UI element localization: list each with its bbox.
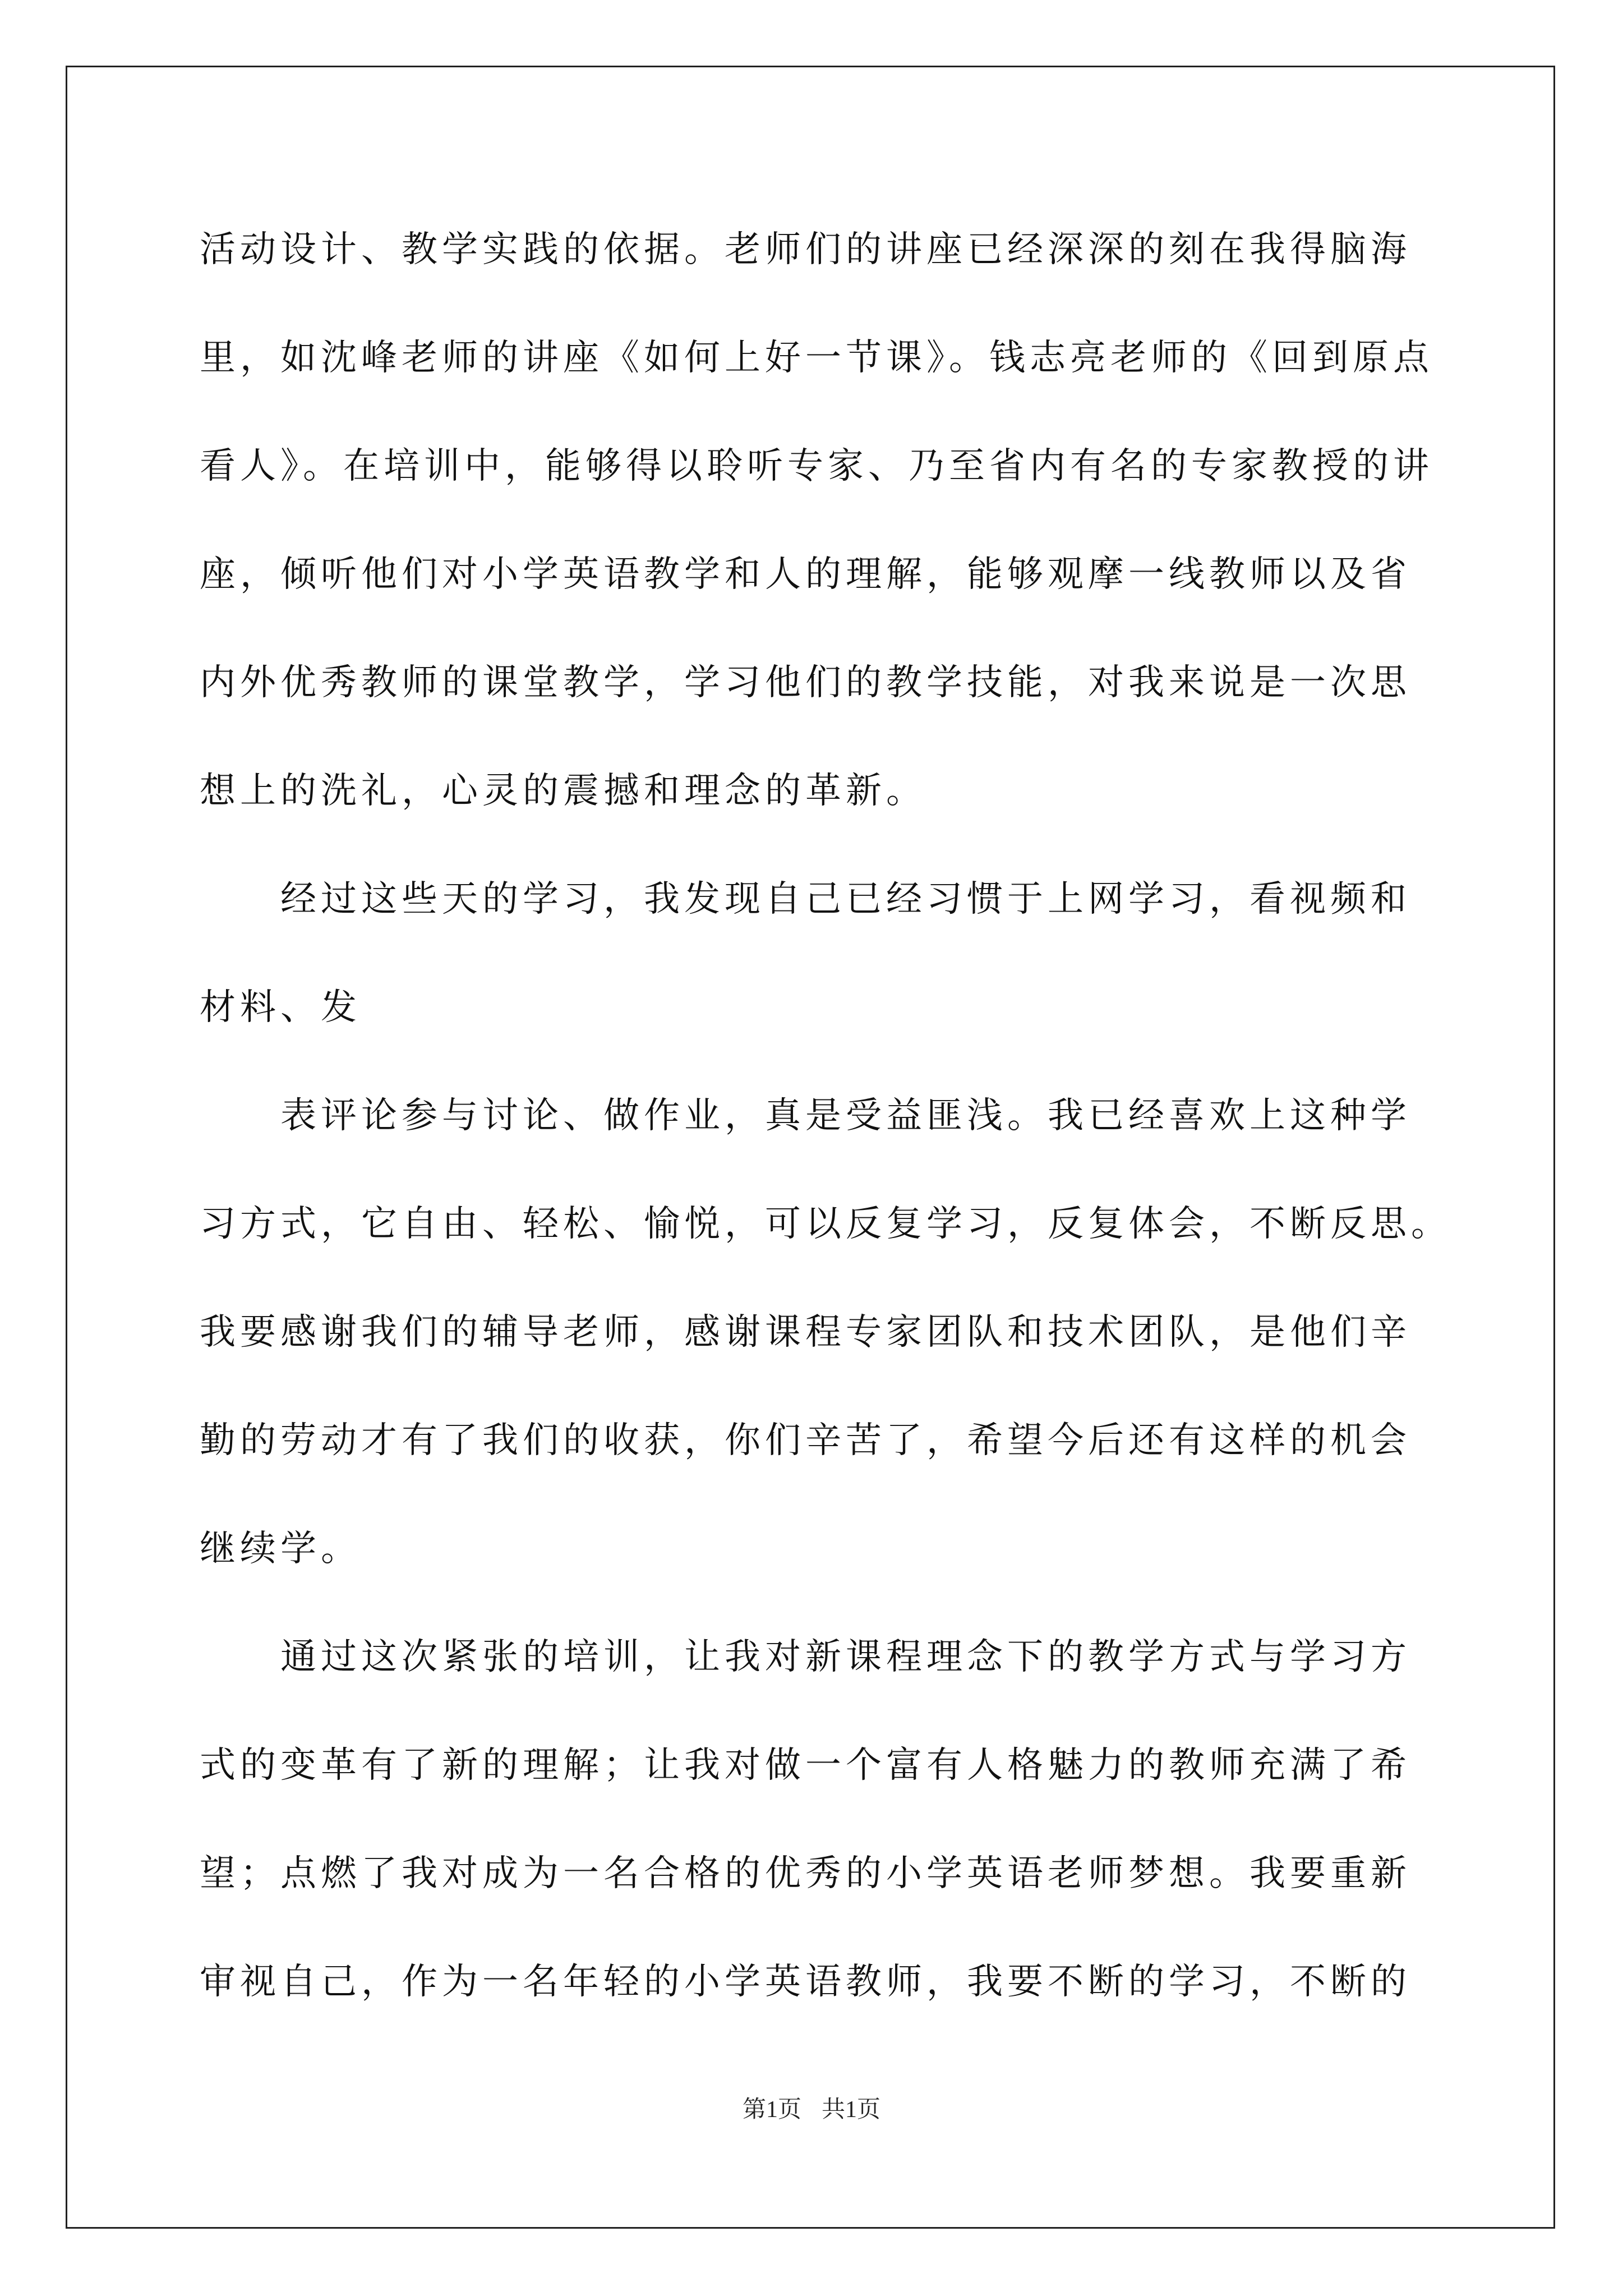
text-line: 审视自己，作为一名年轻的小学英语教师，我要不断的学习，不断的 <box>200 1961 1411 2003</box>
text-line: 继续学。 <box>200 1528 361 1570</box>
text-line: 想上的洗礼，心灵的震撼和理念的革新。 <box>200 770 926 812</box>
paragraph-first-line: 通过这次紧张的培训，让我对新课程理念下的教学方式与学习方 <box>280 1636 1411 1678</box>
text-line: 活动设计、教学实践的依据。老师们的讲座已经深深的刻在我得脑海 <box>200 229 1411 270</box>
text-line: 看人》。在培训中，能够得以聆听专家、乃至省内有名的专家教授的讲 <box>200 445 1433 487</box>
text-line: 内外优秀教师的课堂教学，学习他们的教学技能，对我来说是一次思 <box>200 662 1411 703</box>
text-line: 式的变革有了新的理解；让我对做一个富有人格魅力的教师充满了希 <box>200 1745 1411 1786</box>
text-line: 望；点燃了我对成为一名合格的优秀的小学英语老师梦想。我要重新 <box>200 1853 1411 1894</box>
text-line: 里，如沈峰老师的讲座《如何上好一节课》。钱志亮老师的《回到原点 <box>200 337 1433 379</box>
text-line: 座，倾听他们对小学英语教学和人的理解，能够观摩一线教师以及省 <box>200 554 1411 595</box>
paragraph-first-line: 表评论参与讨论、做作业，真是受益匪浅。我已经喜欢上这种学 <box>280 1095 1411 1137</box>
page-total: 共1页 <box>822 2097 881 2123</box>
text-line: 我要感谢我们的辅导老师，感谢课程专家团队和技术团队，是他们辛 <box>200 1312 1411 1353</box>
text-line: 勤的劳动才有了我们的收获，你们辛苦了，希望今后还有这样的机会 <box>200 1420 1411 1461</box>
text-line: 习方式，它自由、轻松、愉悦，可以反复学习，反复体会，不断反思。 <box>200 1203 1451 1245</box>
page-number: 第1页 <box>742 2097 801 2123</box>
paragraph-first-line: 经过这些天的学习，我发现自己已经习惯于上网学习，看视频和 <box>280 878 1411 920</box>
text-line: 材料、发 <box>200 987 361 1028</box>
page-footer <box>0 2091 1623 2124</box>
